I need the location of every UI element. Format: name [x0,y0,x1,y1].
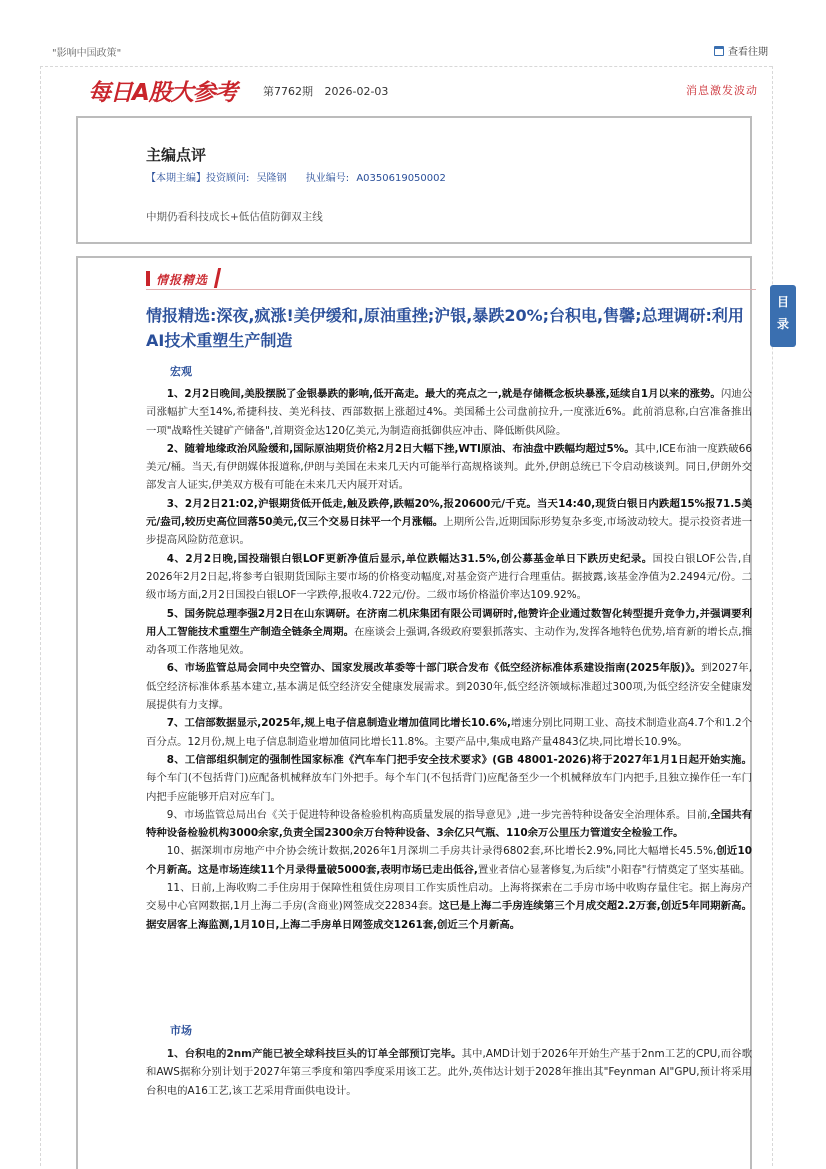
item-3: 3、2月2日21:02,沪银期货低开低走,触及跌停,跌幅20%,报20600元/千克。当天14:40,现货白银日内跌超15%报71.5美元/盎司,较历史高位回落50美元,仅三个交易日抹平一个月涨幅。上期所公告,近期国际形势复杂多变,市场波动较大。提示投资者进一步提高风险防范意识。 [146,497,752,547]
toc-char-2: 录 [776,317,789,331]
reg-label: 执业编号: [305,173,350,184]
issue-number: 第7762期 [263,85,313,98]
toc-tab[interactable] [770,285,796,347]
market-body [146,1045,752,1100]
section-tag [146,268,346,290]
item-2: 2、随着地缘政治风险缓和,国际原油期货价格2月2日大幅下挫,WTI原油、布油盘中跌幅均超过5%。其中,ICE布油一度跌破66美元/桶。当天,有伊朗媒体报道称,伊朗与美国在未来几天内可能举行高规格谈判。此外,伊朗总统已下令启动核谈判。同日,伊朗外交部发言人证实,伊美双方极有可能在未来几天内展开对话。 [146,442,752,492]
brand-logo: 每日A股大参考 [88,80,237,106]
item-5: 5、国务院总理李强2月2日在山东调研。在济南二机床集团有限公司调研时,他赞许企业通过数智化转型提升竞争力,并强调要利用人工智能技术重塑生产制造全链条全周期。在座谈会上强调,各级政府要狠抓落实、主动作为,发挥各地特色优势,培育新的增长点,推动各项工作落地见效。 [146,607,752,657]
macro-body [146,385,752,934]
item-9: 9、市场监管总局出台《关于促进特种设备检验机构高质量发展的指导意见》,进一步完善特种设备安全治理体系。目前,全国共有特种设备检验机构3000余家,负责全国2300余万台特种设备、3余亿只气瓶、110余万公里压力管道安全检验工作。 [146,808,753,840]
issue-info [263,83,396,99]
masthead [88,72,758,108]
frame-right [772,66,773,1166]
item-7: 7、工信部数据显示,2025年,规上电子信息制造业增加值同比增长10.6%,增速分别比同期工业、高技术制造业高4.7个和1.2个百分点。12月份,规上电子信息制造业增加值同比增长11.8%。主要产品中,集成电路产量4843亿块,同比增长10.9%。 [146,717,752,748]
history-link-label: 查看往期 [728,47,768,58]
section-tag-underline [146,289,756,290]
section-tag-slash [214,268,221,288]
item-4: 4、2月2日晚,国投瑞银白银LOF更新净值后显示,单位跌幅达31.5%,创公募基金单日下跌历史纪录。国投白银LOF公告,自2026年2月2日起,将参考白银期货国际主要市场的价格变动幅度,对基金资产进行合理重估。据披露,该基金净值为2.2494元/份。二级市场方面,2月2日国投白银LOF一字跌停,报收4.722元/份。二级市场价格溢价率达109.92%。 [146,552,752,602]
item-10: 10、据深圳市房地产中介协会统计数据,2026年1月深圳二手房共计录得6802套,环比增长2.9%,同比大幅增长45.5%,创近10个月新高。这是市场连续11个月录得量破5000套,表明市场已走出低谷,置业者信心显著修复,为后续"小阳春"行情奠定了坚实基础。 [146,845,752,876]
history-link[interactable] [714,43,768,58]
item-8: 8、工信部组织制定的强制性国家标准《汽车车门把手安全技术要求》(GB 48001-2026)将于2027年1月1日起开始实施。每个车门(不包括背门)应配备机械释放车门外把手。每个车门(不包括背门)应配备至少一个机械释放车门内把手,且独立操作任一车门内把手应能够开启对应车门。 [146,753,752,803]
item-11: 11、日前,上海收购二手住房用于保障性租赁住房项目工作实质性启动。上海将探索在二手房市场中收购存量住宅。据上海房产交易中心官网数据,1月上海二手房(含商业)网签成交22834套。这已是上海二手房连续第三个月成交超2.2万套,创近5年同期新高。据安居客上海监测,1月10日,上海二手房单日网签成交1261套,创近三个月新高。 [146,882,752,931]
section-tag-bar [146,271,150,286]
advisor-name[interactable]: 吴隆钢 [256,173,287,184]
editor-summary: 中期仍看科技成长+低估值防御双主线 [146,211,323,223]
editor-title: 主编点评 [146,146,207,164]
item-1: 1、2月2日晚间,美股摆脱了金银暴跌的影响,低开高走。最大的亮点之一,就是存储概念板块暴涨,延续自1月以来的涨势。闪迪公司涨幅扩大至14%,希捷科技、美光科技、西部数据上涨超过4%。美国稀土公司盘前拉升,一度涨近6%。此前消息称,白宫准备推出一项"战略性关键矿产储备",首期资金达120亿美元,为制造商抵御供应冲击、降低断供风险。 [146,388,753,437]
editor-meta [146,169,450,184]
reg-number: A0350619050002 [356,173,446,184]
market-label: 市场 [170,1024,192,1037]
section-tag-label: 情报精选 [156,273,209,287]
headline: 情报精选:深夜,疯涨!美伊缓和,原油重挫;沪银,暴跌20%;台积电,售馨;总理调研:利用AI技术重塑生产制造 [146,306,744,350]
editor-meta-prefix: 【本期主编】投资顾问: [146,173,250,184]
toc-char-1: 目 [776,295,789,309]
tagline: "影响中国政策" [52,48,122,59]
macro-label: 宏观 [170,365,192,378]
market-item-1: 1、台积电的2nm产能已被全球科技巨头的订单全部预订完毕。其中,AMD计划于2026年开始生产基于2nm工艺的CPU,而谷歌和AWS据称分别计划于2027年第三季度和第四季度采用该工艺。此外,英伟达计划于2028年推出其"Feynman AI"GPU,预计将采用台积电的A16工艺,该工艺采用背面供电设计。 [146,1048,752,1097]
issue-date: 2026-02-03 [324,85,389,98]
slogan: 消息激发波动 [686,84,758,97]
item-6: 6、市场监管总局会同中央空管办、国家发展改革委等十部门联合发布《低空经济标准体系建设指南(2025年版)》。到2027年,低空经济标准体系基本建立,基本满足低空经济安全健康发展需求。到2030年,低空经济领域标准超过300项,为低空经济安全健康发展提供有力支撑。 [146,662,752,712]
frame-left [40,66,41,1166]
frame-divider [40,66,772,67]
calendar-icon [714,46,724,56]
